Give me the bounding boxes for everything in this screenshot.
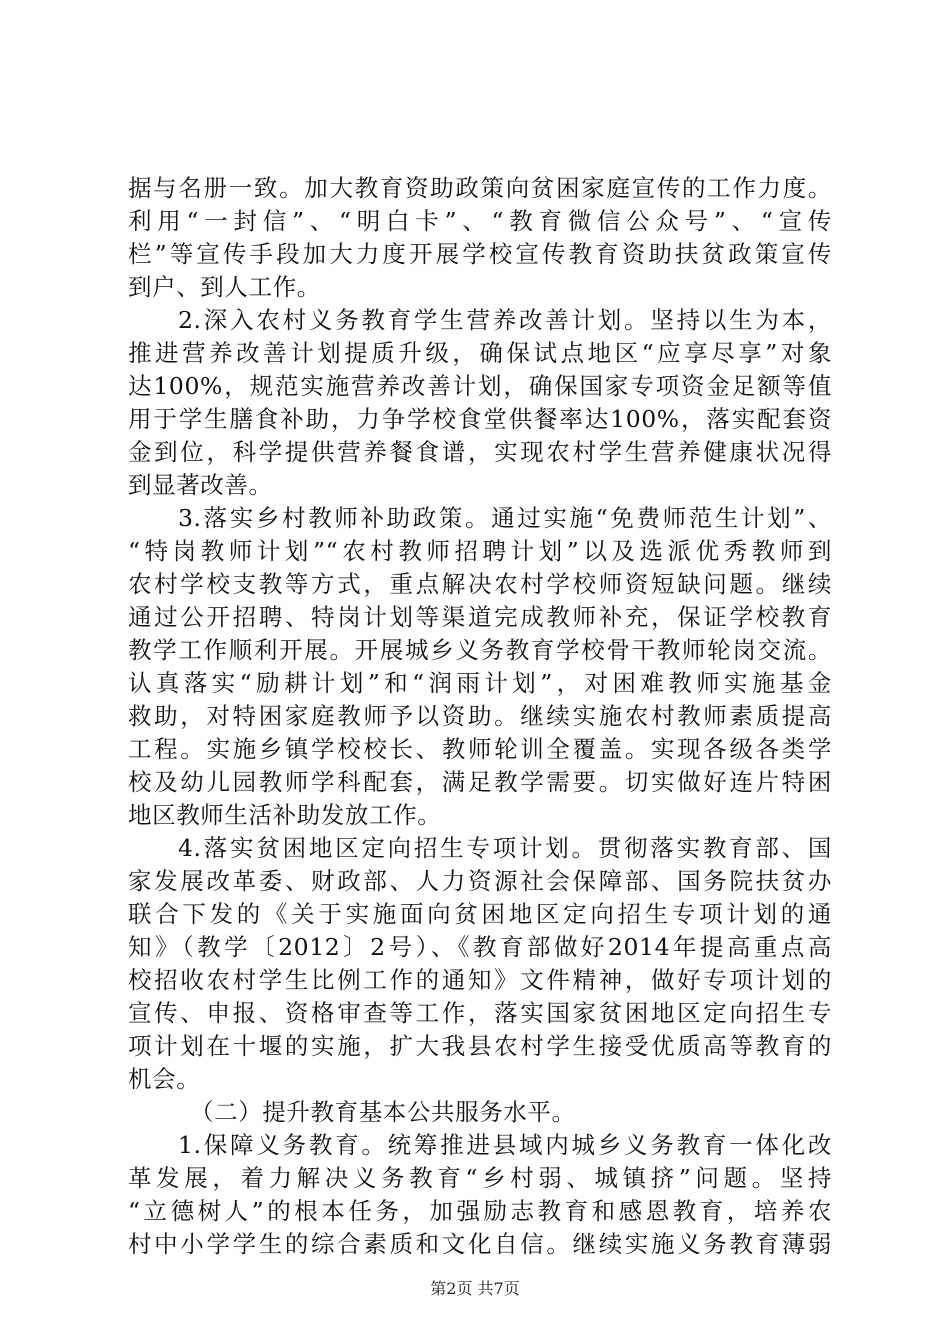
text-line: 4.落实贫困地区定向招生专项计划。贯彻落实教育部、国	[178, 834, 832, 862]
text-line: 2.深入农村义务教育学生营养改善计划。坚持以生为本，	[178, 306, 832, 334]
text-line: 家发展改革委、财政部、人力资源社会保障部、国务院扶贫办	[128, 867, 832, 895]
text-line: 地区教师生活补助发放工作。	[128, 801, 442, 829]
text-line: 工程。实施乡镇学校校长、教师轮训全覆盖。实现各级各类学	[128, 735, 832, 763]
text-line: 机会。	[128, 1065, 201, 1093]
text-line: “立德树人”的根本任务，加强励志教育和感恩教育，培养农	[128, 1197, 832, 1225]
text-line: 1.保障义务教育。统筹推进县域内城乡义务教育一体化改	[178, 1131, 832, 1159]
text-line: 项计划在十堰的实施，扩大我县农村学生接受优质高等教育的	[128, 1032, 832, 1060]
text-line: 救助，对特困家庭教师予以资助。继续实施农村教师素质提高	[128, 702, 832, 730]
text-line: 宣传、申报、资格审查等工作，落实国家贫困地区定向招生专	[128, 999, 832, 1027]
page-number-footer: 第2页 共7页	[430, 1279, 520, 1298]
text-line: 推进营养改善计划提质升级，确保试点地区“应享尽享”对象	[128, 339, 832, 367]
text-line: 校招收农村学生比例工作的通知》文件精神，做好专项计划的	[128, 966, 832, 994]
text-line: 达100%，规范实施营养改善计划，确保国家专项资金足额等值	[128, 372, 832, 400]
text-line: 到户、到人工作。	[128, 273, 321, 301]
text-line: （二）提升教育基本公共服务水平。	[190, 1098, 576, 1126]
text-line: 农村学校支教等方式，重点解决农村学校师资短缺问题。继续	[128, 570, 832, 598]
text-line: 据与名册一致。加大教育资助政策向贫困家庭宣传的工作力度。	[128, 174, 832, 202]
text-line: 知》（教学〔2012〕2号）、《教育部做好2014年提高重点高	[128, 933, 832, 961]
text-line: 村中小学学生的综合素质和文化自信。继续实施义务教育薄弱	[128, 1230, 832, 1258]
text-line: 栏”等宣传手段加大力度开展学校宣传教育资助扶贫政策宣传	[128, 240, 832, 268]
text-line: 联合下发的《关于实施面向贫困地区定向招生专项计划的通	[128, 900, 832, 928]
text-line: 认真落实“励耕计划”和“润雨计划”，对困难教师实施基金	[128, 669, 832, 697]
text-line: 用于学生膳食补助，力争学校食堂供餐率达100%，落实配套资	[128, 405, 832, 433]
text-line: 革发展，着力解决义务教育“乡村弱、城镇挤”问题。坚持	[128, 1164, 832, 1192]
text-line: 到显著改善。	[128, 471, 273, 499]
text-line: 利用“一封信”、“明白卡”、“教育微信公众号”、“宣传	[128, 207, 832, 235]
text-line: 教学工作顺利开展。开展城乡义务教育学校骨干教师轮岗交流。	[128, 636, 832, 664]
document-body	[128, 172, 832, 1261]
text-line: 校及幼儿园教师学科配套，满足教学需要。切实做好连片特困	[128, 768, 832, 796]
text-line: 金到位，科学提供营养餐食谱，实现农村学生营养健康状况得	[128, 438, 832, 466]
text-line: 通过公开招聘、特岗计划等渠道完成教师补充，保证学校教育	[128, 603, 832, 631]
text-line: “特岗教师计划”“农村教师招聘计划”以及选派优秀教师到	[128, 537, 832, 565]
text-line: 3.落实乡村教师补助政策。通过实施“免费师范生计划”、	[178, 504, 832, 532]
